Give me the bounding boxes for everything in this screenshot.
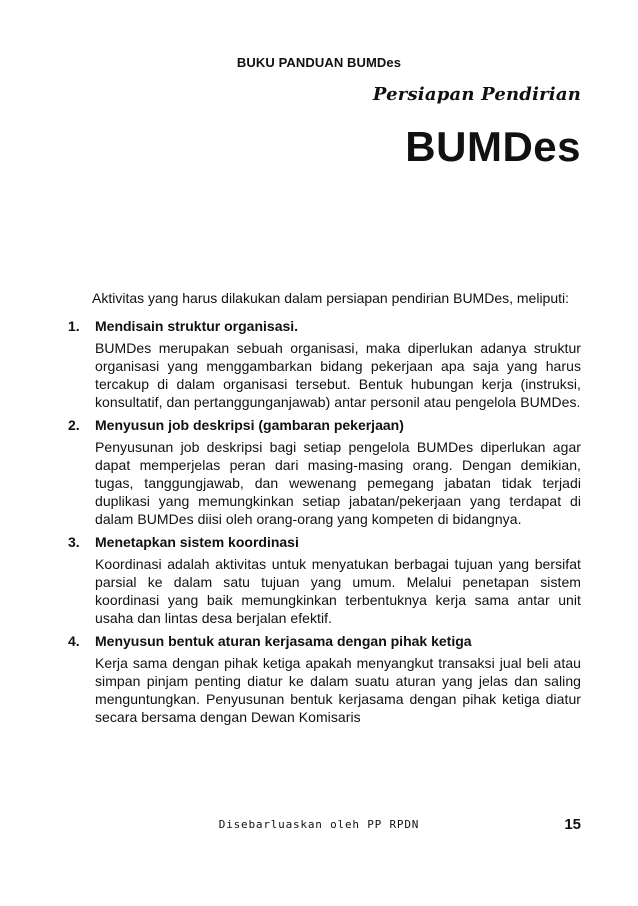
list-item-number: 1. <box>68 318 80 334</box>
list-item-heading: Menyusun bentuk aturan kerjasama dengan pihak ketiga <box>95 633 472 649</box>
list-item-heading: Menetapkan sistem koordinasi <box>95 534 299 550</box>
list-item-content <box>95 632 581 726</box>
list-item-content <box>95 317 581 411</box>
list-item-body: Penyusunan job deskripsi bagi setiap pengelola BUMDes diperlukan agar dapat memperjelas peran dari masing-masing orang. Dengan demikian, tugas, tanggungjawab, dan wewenang pemegang jabatan tidak terjadi duplikasi yang memungkinkan setiap jabatan/pekerjaan yang terdapat di dalam BUMDes diisi oleh orang-orang yang kompeten di bidangnya. <box>95 439 581 527</box>
page-number: 15 <box>564 816 581 833</box>
list-item-heading: Mendisain struktur organisasi. <box>95 318 299 334</box>
chapter-title <box>0 84 581 169</box>
chapter-subtitle: Persiapan Pendirian <box>372 84 581 105</box>
footer-distribution-note: Disebarluaskan oleh PP RPDN <box>218 818 420 831</box>
intro-paragraph: Aktivitas yang harus dilakukan dalam persiapan pendirian BUMDes, meliputi: <box>92 290 570 306</box>
body-text <box>57 289 581 731</box>
list-item-body: Koordinasi adalah aktivitas untuk menyatukan berbagai tujuan yang bersifat parsial ke dalam satu tujuan yang umum. Melalui penetapan sistem koordinasi yang baik memungkinkan terbentuknya kerja sama antar unit usaha dan lintas desa berjalan efektif. <box>95 556 581 626</box>
list-item-4 <box>57 632 581 726</box>
list-item-number: 4. <box>68 633 80 649</box>
list-item-1 <box>57 317 581 411</box>
chapter-main-title: BUMDes <box>405 123 581 170</box>
running-header: BUKU PANDUAN BUMDes <box>236 55 402 70</box>
list-item-heading: Menyusun job deskripsi (gambaran pekerjaan) <box>95 417 404 433</box>
list-item-body: Kerja sama dengan pihak ketiga apakah menyangkut transaksi jual beli atau simpan pinjam penting diatur ke dalam suatu aturan yang jelas dan saling menguntungkan. Penyusunan bentuk kerjasama dengan pihak ketiga diatur secara bersama dengan Dewan Komisaris <box>95 655 581 725</box>
list-item-number: 2. <box>68 417 80 433</box>
list-item-content <box>95 533 581 627</box>
list-item-content <box>95 416 581 528</box>
list-item-2 <box>57 416 581 528</box>
list-item-body: BUMDes merupakan sebuah organisasi, maka diperlukan adanya struktur organisasi yang menggambarkan bidang pekerjaan apa saja yang harus tercakup di dalam organisasi tersebut. Bentuk hubungan kerja (instruksi, konsultatif, dan pertanggunganjawab) antar personil atau pengelola BUMDes. <box>95 340 581 410</box>
list-item-3 <box>57 533 581 627</box>
list-item-number: 3. <box>68 534 80 550</box>
